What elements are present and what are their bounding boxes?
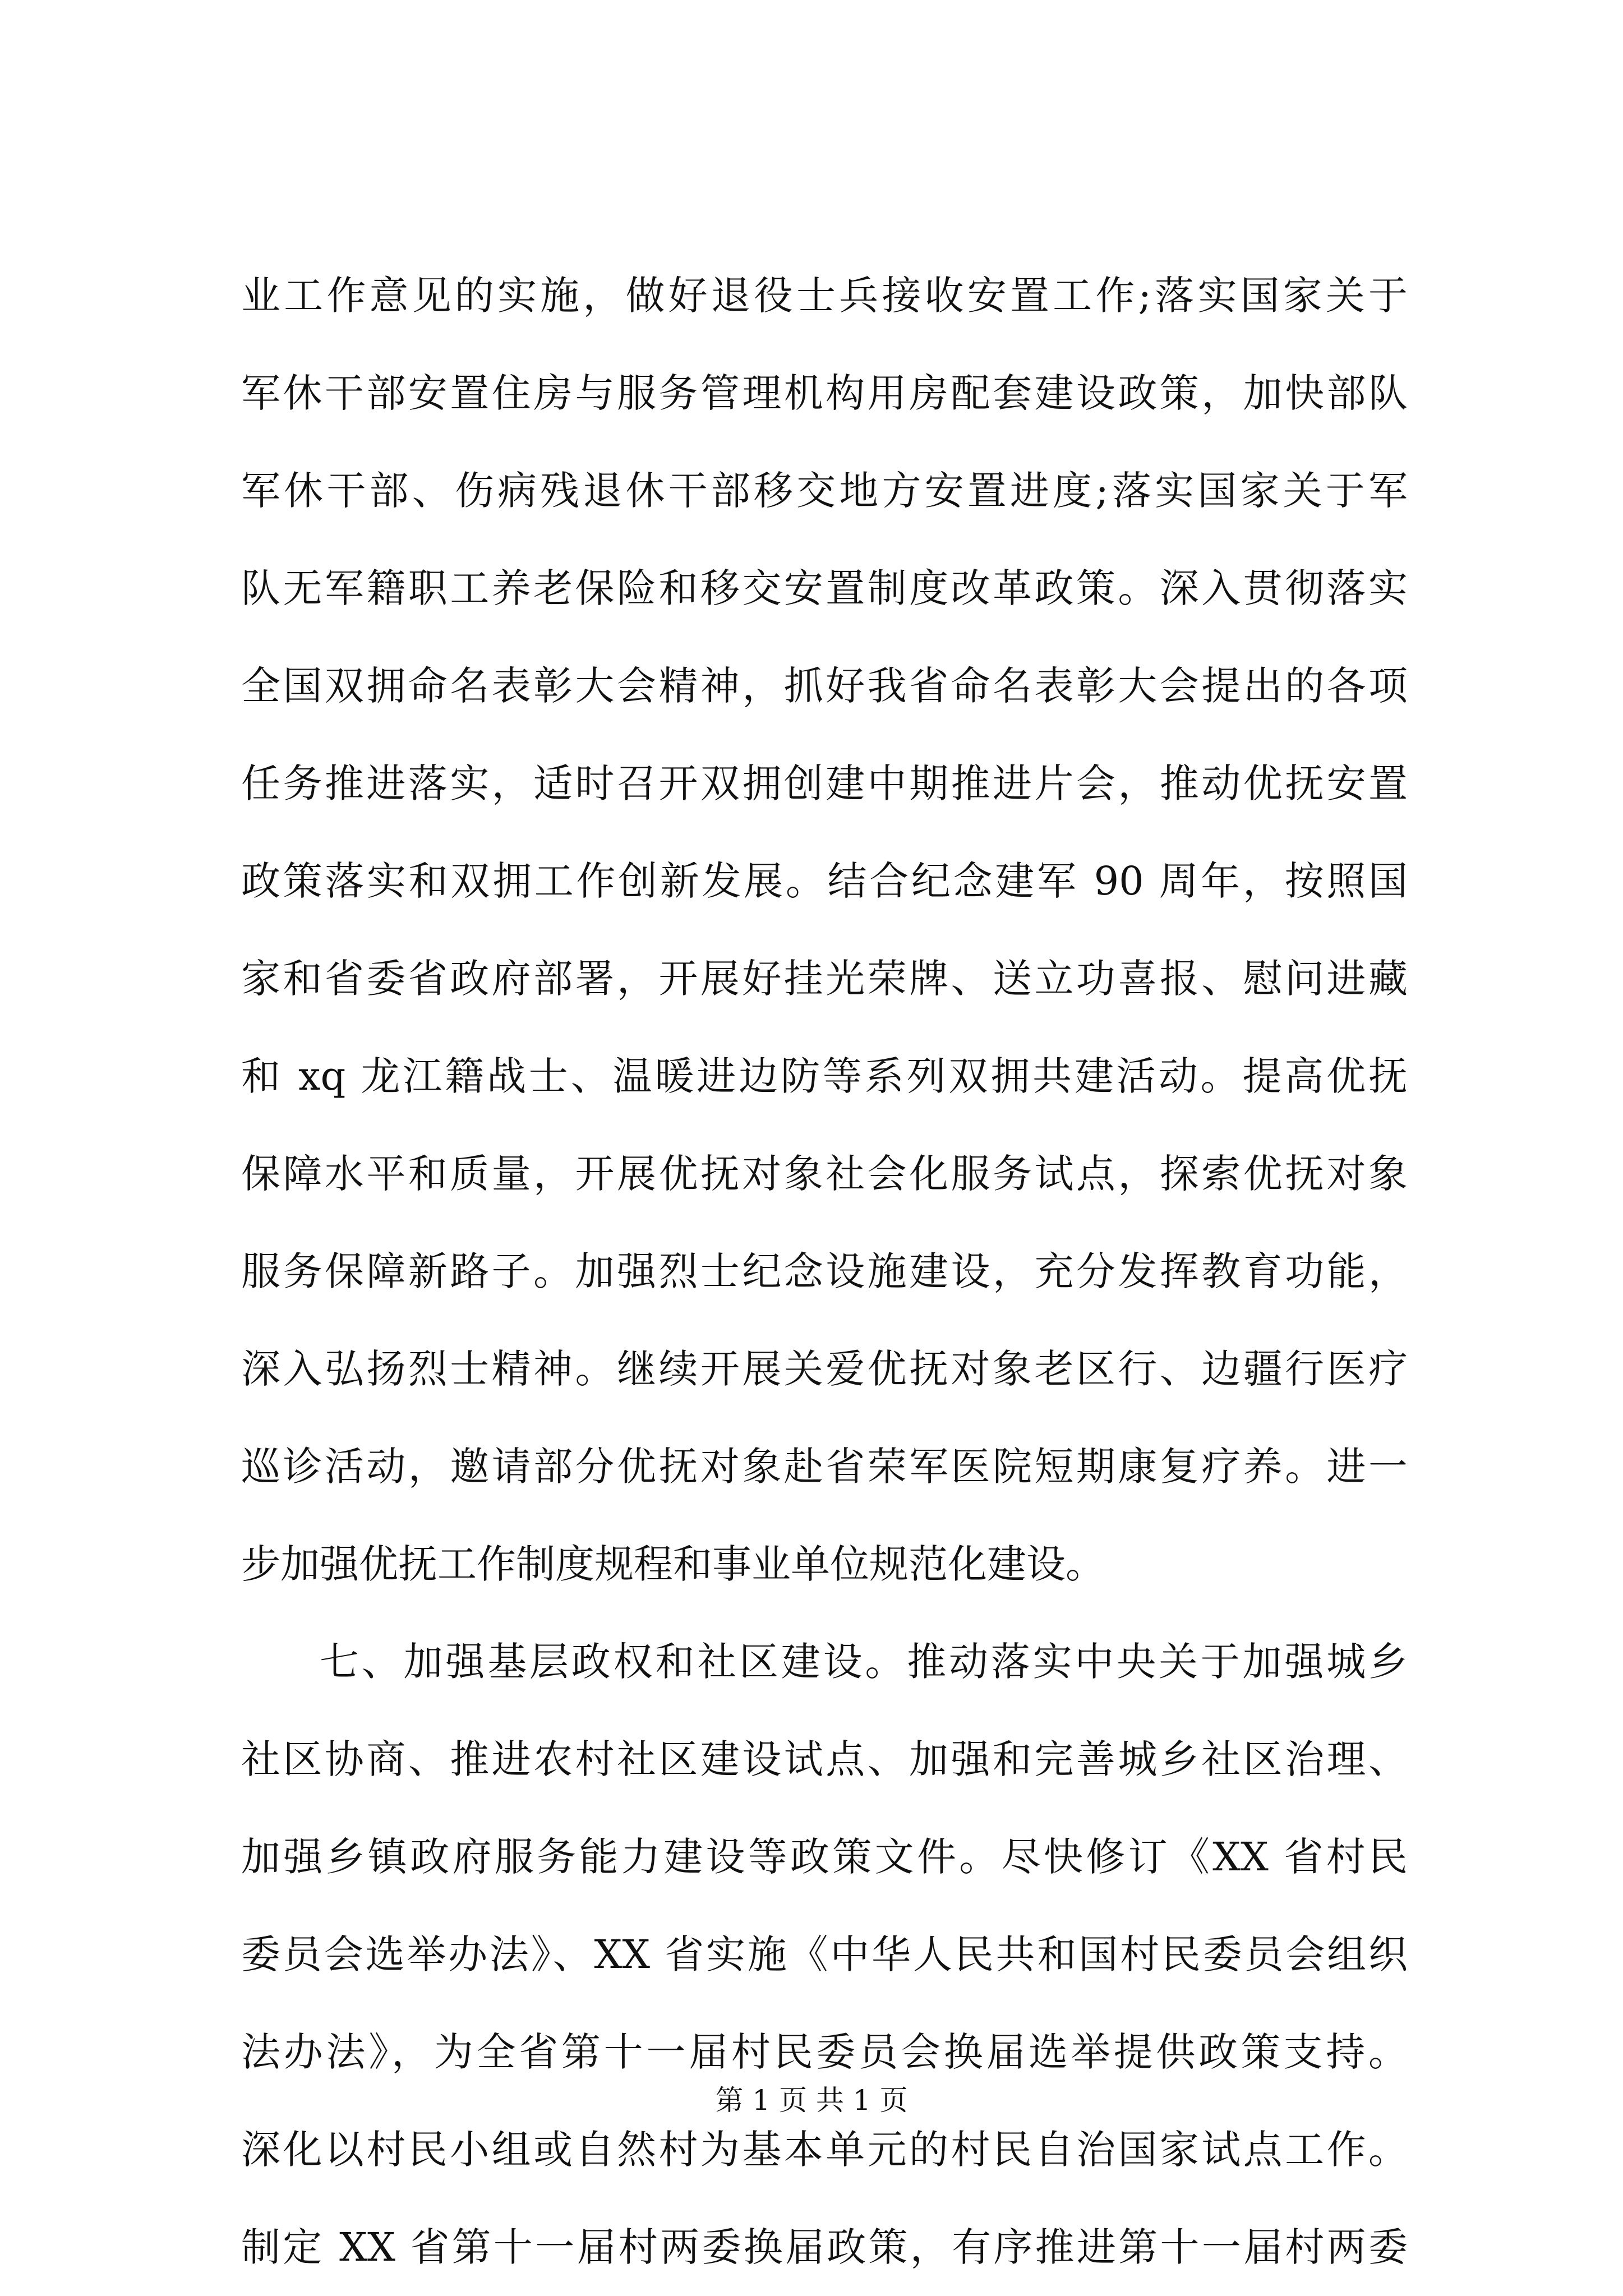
text-line: 委员会选举办法》、XX 省实施《中华人民共和国村民委员会组织 <box>241 1931 1408 1977</box>
text-line: 保障水平和质量，开展优抚对象社会化服务试点，探索优抚对象 <box>241 1151 1408 1197</box>
text-line: 深化以村民小组或自然村为基本单元的村民自治国家试点工作。 <box>241 2127 1408 2173</box>
text-line: 家和省委省政府部署，开展好挂光荣牌、送立功喜报、慰问进藏 <box>241 956 1408 1002</box>
text-line: 政策落实和双拥工作创新发展。结合纪念建军 90 周年，按照国 <box>241 858 1408 904</box>
text-line: 军休干部安置住房与服务管理机构用房配套建设政策，加快部队 <box>241 370 1408 416</box>
text-line: 队无军籍职工养老保险和移交安置制度改革政策。深入贯彻落实 <box>241 565 1408 611</box>
text-line: 步加强优抚工作制度规程和事业单位规范化建设。 <box>241 1541 1105 1587</box>
paragraph-2 <box>241 1613 1408 2296</box>
text-line: 加强乡镇政府服务能力建设等政策文件。尽快修订《XX 省村民 <box>241 1834 1408 1880</box>
text-line: 七、加强基层政权和社区建设。推动落实中央关于加强城乡 <box>320 1639 1408 1685</box>
paragraph-1 <box>241 247 1408 1613</box>
text-line: 业工作意见的实施，做好退役士兵接收安置工作;落实国家关于 <box>241 273 1408 319</box>
text-line: 巡诊活动，邀请部分优抚对象赴省荣军医院短期康复疗养。进一 <box>241 1444 1408 1490</box>
text-line: 任务推进落实，适时召开双拥创建中期推进片会，推动优抚安置 <box>241 760 1408 806</box>
page-footer: 第 1 页 共 1 页 <box>715 2084 908 2117</box>
text-line: 和 xq 龙江籍战士、温暖进边防等系列双拥共建活动。提高优抚 <box>241 1053 1408 1099</box>
text-line: 法办法》，为全省第十一届村民委员会换届选举提供政策支持。 <box>241 2029 1408 2075</box>
text-line: 服务保障新路子。加强烈士纪念设施建设，充分发挥教育功能， <box>241 1248 1408 1294</box>
text-line: 社区协商、推进农村社区建设试点、加强和完善城乡社区治理、 <box>241 1736 1408 1782</box>
document-body <box>241 247 1408 2296</box>
text-line: 制定 XX 省第十一届村两委换届政策，有序推进第十一届村两委 <box>241 2224 1408 2270</box>
text-line: 深入弘扬烈士精神。继续开展关爱优抚对象老区行、边疆行医疗 <box>241 1346 1408 1392</box>
text-line: 军休干部、伤病残退休干部移交地方安置进度;落实国家关于军 <box>241 468 1408 514</box>
text-line: 全国双拥命名表彰大会精神，抓好我省命名表彰大会提出的各项 <box>241 663 1408 709</box>
